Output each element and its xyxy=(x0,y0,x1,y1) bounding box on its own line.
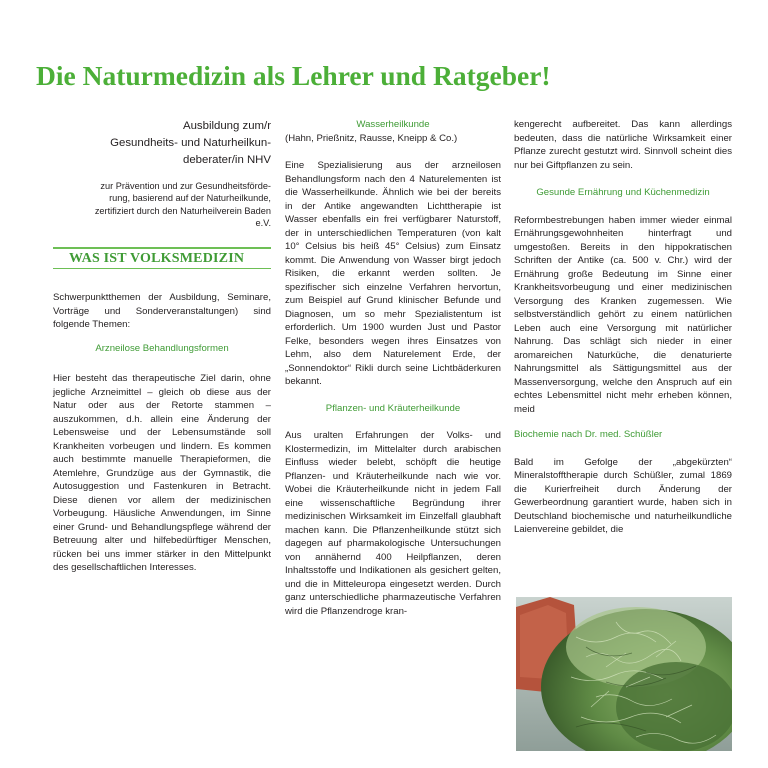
text-wasserheilkunde: Eine Spezialisierung aus der arzneilosen Behandlungsform nach den 4 Naturelementen ist die Wasserheilkunde. Ähnlich wie bei der bereits in der Antike angewandten Lichttherapie ist Wasser ebenfalls ein frei verfügbarer Naturstoff, der in unterschiedlichen Temperaturen (von kalt 10° Celsius bis heiß 45° Celsius) zum Einsatz kommt. Die Anwendung von Wasser birgt jedoch Risiken, die erkannt werden sollten. Je spezifischer sich einzelne Verfahren hervortun, zum Beispiel auf Grund klinischer Befunde und Diagnosen, um so mehr Spezialistentum ist erforderlich. Um 1900 wurden Just und Pastor Felke, besonders wegen ihres Einsatzes von Lehm, also dem Naturelement Erde, der „Sonnendoktor“ Rikli durch seine Lichtbäderkuren bekannt. xyxy=(285,160,501,387)
course-heading-line: Ausbildung zum/r xyxy=(182,120,271,132)
herb-photo xyxy=(516,597,732,751)
section-divider xyxy=(53,268,271,269)
heading-arzneilose: Arzneilose Behandlungsformen xyxy=(95,342,229,354)
course-heading xyxy=(53,118,271,170)
heading-pflanzenheilkunde: Pflanzen- und Kräuterheilkunde xyxy=(325,402,461,414)
section-title: WAS IST VOLKSMEDIZIN xyxy=(69,250,245,266)
page-title: Die Naturmedizin als Lehrer und Ratgeber! xyxy=(36,60,551,91)
text-pflanzenheilkunde-continued: kengerecht aufbereitet. Das kann allerdings bedeuten, dass die natürliche Wirksamkeit einer Pflanze zurecht gestutzt wird. Sinnvoll scheint dies nur bei Giftpflanzen zu sein. xyxy=(514,119,732,171)
column-middle xyxy=(285,118,501,618)
course-subtitle-line: e.V. xyxy=(255,218,271,229)
text-arzneilose: Hier besteht das therapeutische Ziel darin, ohne jegliche Arzneimittel – gleich ob diese aus der Natur oder aus der Retorte stammen – auszukommen, d.h. allein eine Änderung der Lebensweise und der Lebensumstände soll Krankheiten vorbeugen und lindern. Es kommen auch bestimmte manuelle Therapieformen, die Atemlehre, Grundzüge aus der Gymnastik, die Autosuggestion und Fastenkuren in Betracht. Diese dienen vor allem der medizinischen Vorbeugung. Häusliche Anwendungen, im Sinne einer Grund- und Behandlungspflege während der Betreuung alter und hilfebedürftiger Menschen, rücken bei uns immer stärker in den Mittelpunkt des gesellschaftlichen Interesses. xyxy=(53,373,271,574)
heading-wasserheilkunde: Wasserheilkunde xyxy=(356,119,430,130)
intro-text: Schwerpunktthemen der Ausbildung, Seminare, Vorträge und Sonderveranstaltungen) sind folgende Themen: xyxy=(53,292,271,331)
column-right xyxy=(514,118,732,537)
text-pflanzenheilkunde: Aus uralten Erfahrungen der Volks- und Klostermedizin, im Mittelalter durch arabischen Einfluss wieder belebt, schöpft die heutige Pflanzen- und Kräuterheilkunde nach wie vor. Wobei die Kräuterheilkunde nicht in jedem Fall eine wissenschaftliche Begründung ihrer medizinischen Wirksamkeit im Einzelfall glaubhaft machen kann. Die Pflanzenheilkunde stützt sich dagegen auf pharmakologische Untersuchungen von annähernd 400 Heilpflanzen, deren Inhaltsstoffe und Indikationen als gesichert gelten, und die in Mitteleuropa eingesetzt werden. Durch ganz unterschiedliche pharmazeutische Verfahren wird die Pflanzendroge kran- xyxy=(285,430,501,617)
column-left xyxy=(53,118,271,575)
text-ernaehrung: Reformbestrebungen haben immer wieder einmal Ernährungsgewohnheiten hinterfragt und umgestoßen. Bereits in den hippokratischen Schriften der Antike (ca. 500 v. Chr.) wird der Ernährung große Bedeutung im Sinne einer Krankheitsvorbeugung und einer medizinischen Versorgung des Kranken zugemessen. Wie selbstverständlich gehört zu einem natürlichen Leben auch eine Versorgung mit natürlicher Nahrung. Das schlägt sich nieder in einer aromareichen Naturküche, die denaturierte Nahrungsmittel als Sättigungsmittel aus der Massenversorgung, welche den Anspruch auf ein echtes Lebensmittel nicht mehr erheben können, meid xyxy=(514,214,732,415)
course-subtitle-line: zur Prävention und zur Gesundheitsförde- xyxy=(100,180,271,191)
text-biochemie: Bald im Gefolge der „abgekürzten“ Mineralstofftherapie durch Schüßler, zumal 1869 die Kurierfreiheit durch Änderung der Gewerbeordnung garantiert wurde, haben sich in Deutschland biochemische und naturheilkundliche Laienvereine gebildet, die xyxy=(514,456,732,535)
course-heading-line: deberater/in NHV xyxy=(182,154,271,167)
subheading-wasserheilkunde: (Hahn, Prießnitz, Rausse, Kneipp & Co.) xyxy=(285,132,458,144)
heading-ernaehrung: Gesunde Ernährung und Küchenmedizin xyxy=(536,187,710,198)
section-title-box xyxy=(53,247,271,270)
course-heading-line: Gesundheits- und Naturheilkun- xyxy=(110,137,271,150)
course-subtitle xyxy=(53,180,271,230)
course-subtitle-line: zertifiziert durch den Naturheilverein Baden xyxy=(94,205,271,216)
herb-photo-illustration xyxy=(516,597,732,751)
course-subtitle-line: rung, basierend auf der Naturheilkunde, xyxy=(109,193,271,204)
heading-biochemie: Biochemie nach Dr. med. Schüßler xyxy=(514,429,663,440)
